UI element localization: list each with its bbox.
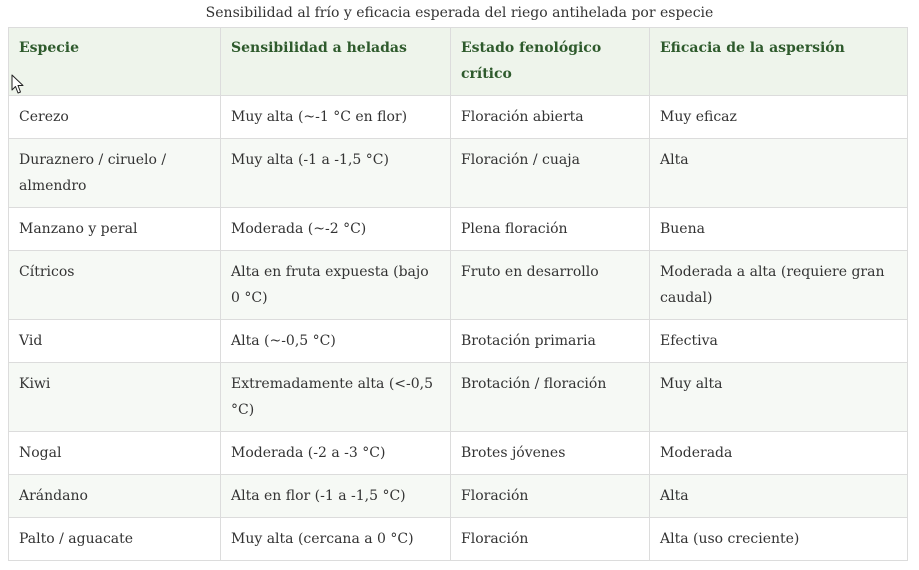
table-row <box>9 320 908 363</box>
cell-especie: Cítricos <box>9 251 221 320</box>
table-row <box>9 208 908 251</box>
cell-eficacia: Muy alta <box>650 363 908 432</box>
cell-sensibilidad: Alta en fruta expuesta (bajo 0 °C) <box>221 251 451 320</box>
cell-sensibilidad: Alta (~-0,5 °C) <box>221 320 451 363</box>
cell-estado-fenologico: Plena floración <box>451 208 650 251</box>
cell-estado-fenologico: Floración abierta <box>451 96 650 139</box>
cell-eficacia: Efectiva <box>650 320 908 363</box>
cell-estado-fenologico: Fruto en desarrollo <box>451 251 650 320</box>
cell-estado-fenologico: Floración <box>451 475 650 518</box>
table-header-row <box>9 28 908 96</box>
cell-especie: Manzano y peral <box>9 208 221 251</box>
table-row <box>9 96 908 139</box>
cell-sensibilidad: Muy alta (-1 a -1,5 °C) <box>221 139 451 208</box>
table-row <box>9 475 908 518</box>
column-header-estado-fenologico: Estado fenológico crítico <box>451 28 650 96</box>
cell-especie: Kiwi <box>9 363 221 432</box>
table-row <box>9 251 908 320</box>
cell-estado-fenologico: Floración / cuaja <box>451 139 650 208</box>
cell-eficacia: Moderada a alta (requiere gran caudal) <box>650 251 908 320</box>
table-row <box>9 139 908 208</box>
cell-especie: Nogal <box>9 432 221 475</box>
cell-sensibilidad: Moderada (~-2 °C) <box>221 208 451 251</box>
cell-sensibilidad: Muy alta (~-1 °C en flor) <box>221 96 451 139</box>
cell-estado-fenologico: Brotación primaria <box>451 320 650 363</box>
cell-especie: Palto / aguacate <box>9 518 221 561</box>
column-header-especie: Especie <box>9 28 221 96</box>
cell-especie: Arándano <box>9 475 221 518</box>
cell-eficacia: Alta <box>650 139 908 208</box>
cell-eficacia: Buena <box>650 208 908 251</box>
cell-sensibilidad: Muy alta (cercana a 0 °C) <box>221 518 451 561</box>
cell-eficacia: Alta <box>650 475 908 518</box>
table-row <box>9 518 908 561</box>
cell-sensibilidad: Alta en flor (-1 a -1,5 °C) <box>221 475 451 518</box>
cell-estado-fenologico: Brotes jóvenes <box>451 432 650 475</box>
table-caption: Sensibilidad al frío y eficacia esperada del riego antihelada por especie <box>205 5 714 21</box>
cell-especie: Duraznero / ciruelo / almendro <box>9 139 221 208</box>
cell-sensibilidad: Moderada (-2 a -3 °C) <box>221 432 451 475</box>
cell-estado-fenologico: Floración <box>451 518 650 561</box>
cell-eficacia: Alta (uso creciente) <box>650 518 908 561</box>
cell-eficacia: Moderada <box>650 432 908 475</box>
column-header-sensibilidad: Sensibilidad a heladas <box>221 28 451 96</box>
table-row <box>9 432 908 475</box>
cell-especie: Vid <box>9 320 221 363</box>
cell-especie: Cerezo <box>9 96 221 139</box>
cell-eficacia: Muy eficaz <box>650 96 908 139</box>
frost-sensitivity-table <box>8 27 908 561</box>
column-header-eficacia: Eficacia de la aspersión <box>650 28 908 96</box>
cell-sensibilidad: Extremadamente alta (<-0,5 °C) <box>221 363 451 432</box>
cell-estado-fenologico: Brotación / floración <box>451 363 650 432</box>
table-row <box>9 363 908 432</box>
